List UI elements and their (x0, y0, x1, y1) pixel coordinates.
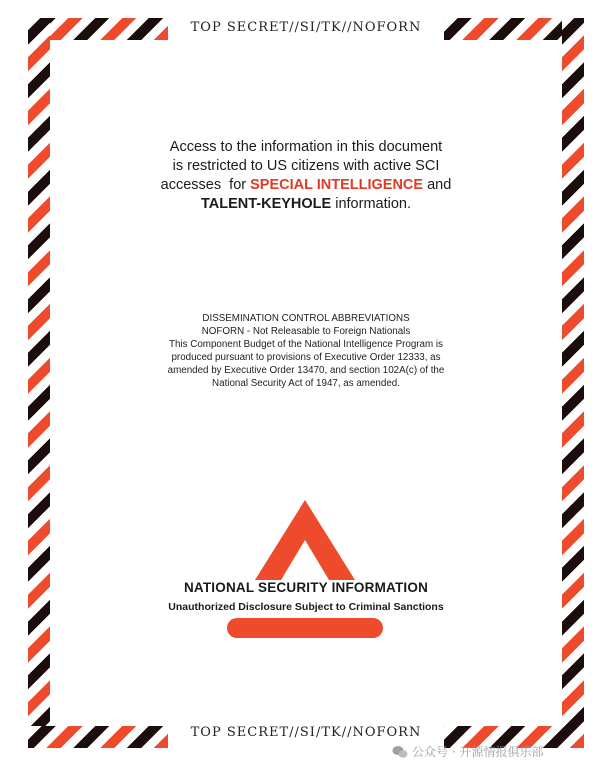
access-line-3-prefix: accesses for (160, 177, 251, 193)
dissem-line-2: NOFORN - Not Releasable to Foreign Nationals (201, 326, 411, 337)
dissem-line-5: amended by Executive Order 13470, and section 102A(c) of the (167, 365, 445, 376)
nsi-title: NATIONAL SECURITY INFORMATION (183, 580, 429, 595)
dissemination-block (120, 312, 492, 390)
special-intelligence-label: SPECIAL INTELLIGENCE (250, 177, 424, 193)
access-line-4 (120, 195, 492, 214)
dissem-line-4: produced pursuant to provisions of Executive Order 12333, as (171, 352, 441, 363)
access-notice (120, 138, 492, 214)
border-stripe-right (562, 18, 584, 748)
border-stripe-left (28, 18, 50, 748)
nsi-subtitle: Unauthorized Disclosure Subject to Criminal Sanctions (168, 601, 444, 613)
classification-banner-bottom: TOP SECRET//SI/TK//NOFORN (190, 725, 422, 740)
dissem-line-6: National Security Act of 1947, as amended. (212, 378, 400, 389)
wechat-icon (392, 745, 408, 759)
border-stripe-bottom-left (28, 726, 168, 748)
classification-banner-top: TOP SECRET//SI/TK//NOFORN (190, 20, 422, 35)
talent-keyhole-label: TALENT-KEYHOLE (200, 196, 332, 212)
access-line-4-suffix: information. (331, 196, 412, 212)
watermark-text: 公众号 · 开源情报俱乐部 (412, 745, 544, 759)
access-line-2: is restricted to US citizens with active SCI (172, 158, 440, 174)
dissem-line-3: This Component Budget of the National Intelligence Program is (169, 339, 443, 350)
access-line-3 (120, 176, 492, 195)
access-line-1: Access to the information in this document (169, 139, 443, 155)
dissem-line-1: DISSEMINATION CONTROL ABBREVIATIONS (202, 313, 410, 324)
watermark (392, 743, 602, 760)
warning-triangle-icon (225, 500, 385, 640)
access-line-3-suffix: and (423, 177, 452, 193)
